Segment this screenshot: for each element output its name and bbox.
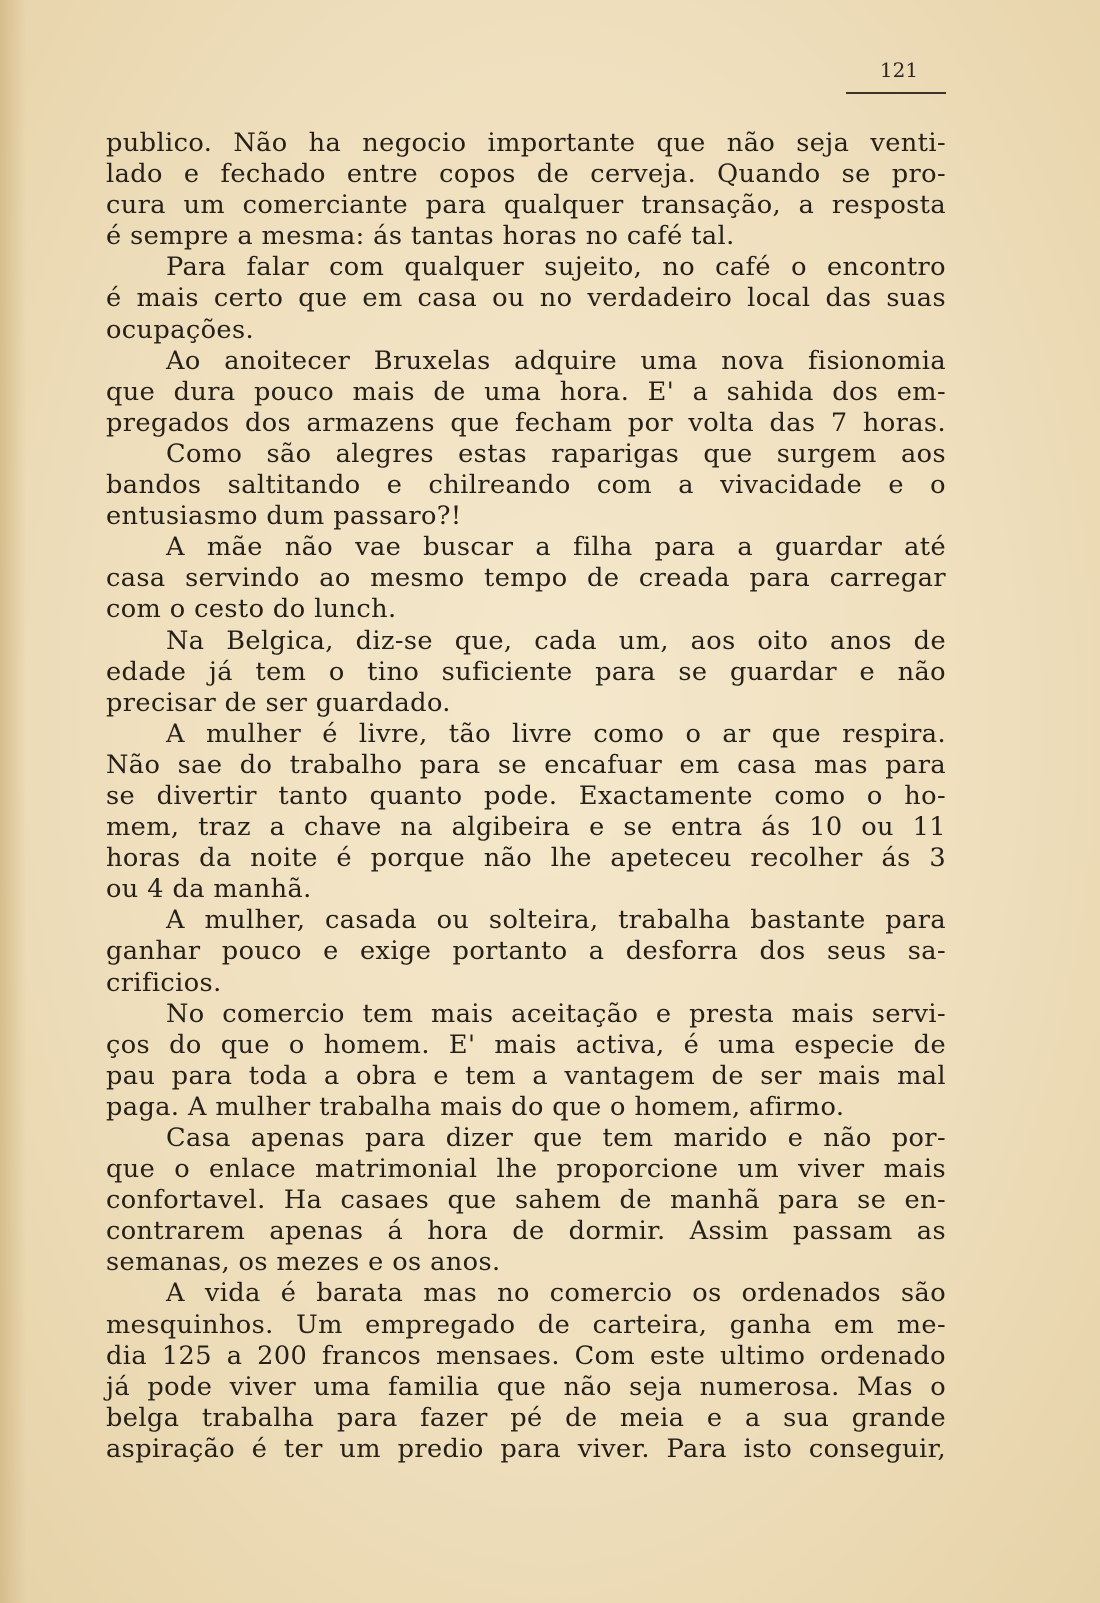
text-line: A mulher, casada ou solteira, trabalha bastante para [166,905,946,936]
text-line: bandos saltitando e chilreando com a vivacidade e o [106,470,946,501]
text-line: A mãe não vae buscar a filha para a guardar até [166,532,946,563]
text-line: dia 125 a 200 francos mensaes. Com este ultimo ordenado [106,1340,946,1371]
text-line: crificios. [106,967,222,998]
text-line: aspiração é ter um predio para viver. Para isto conseguir, [106,1433,946,1464]
text-line: se divertir tanto quanto pode. Exactamente como o ho- [106,780,946,811]
text-line: edade já tem o tino suficiente para se guardar e não [106,656,946,687]
text-line: que o enlace matrimonial lhe proporcione um viver mais [106,1154,946,1185]
text-line: contrarem apenas á hora de dormir. Assim passam as [106,1216,946,1247]
text-line: ocupações. [106,314,255,345]
text-line: confortavel. Ha casaes que sahem de manhã para se en- [106,1185,946,1216]
text-line: Como são alegres estas raparigas que surgem aos [166,438,946,469]
page-number: 121 [879,58,919,82]
text-line: ou 4 da manhã. [106,874,312,905]
text-line: Na Belgica, diz-se que, cada um, aos oito anos de [166,625,946,656]
text-line: entusiasmo dum passaro?! [106,501,462,532]
text-line: ganhar pouco e exige portanto a desforra dos seus sa- [106,936,946,967]
text-line: paga. A mulher trabalha mais do que o homem, afirmo. [106,1091,845,1122]
text-line: com o cesto do lunch. [106,594,397,625]
text-line: Casa apenas para dizer que tem marido e não por- [166,1123,946,1153]
text-line: mesquinhos. Um empregado de carteira, ganha em me- [106,1309,946,1340]
text-line: horas da noite é porque não lhe apeteceu recolher ás 3 [106,843,946,874]
text-line: No comercio tem mais aceitação e presta mais servi- [166,998,946,1029]
text-line: A mulher é livre, tão livre como o ar que respira. [166,718,946,749]
text-line: que dura pouco mais de uma hora. E' a sahida dos em- [106,376,946,407]
text-line: publico. Não ha negocio importante que não seja venti- [106,128,946,158]
text-line: pau para toda a obra e tem a vantagem de ser mais mal [106,1060,946,1091]
text-line: semanas, os mezes e os anos. [106,1247,501,1278]
text-line: cura um comerciante para qualquer transação, a resposta [106,190,946,221]
text-line: Ao anoitecer Bruxelas adquire uma nova fisionomia [166,345,946,376]
text-line: Para falar com qualquer sujeito, no café o encontro [166,252,946,283]
text-line: já pode viver uma familia que não seja numerosa. Mas o [106,1371,946,1402]
text-line: mem, traz a chave na algibeira e se entra ás 10 ou 11 [106,812,946,843]
page-number-rule [846,92,946,94]
text-line: lado e fechado entre copos de cerveja. Quando se pro- [106,159,946,190]
body-text [106,128,946,1465]
text-line: ços do que o homem. E' mais activa, é uma especie de [106,1029,946,1060]
text-line: é sempre a mesma: ás tantas horas no café tal. [106,221,735,252]
text-line: casa servindo ao mesmo tempo de creada para carregar [106,563,946,594]
text-line: é mais certo que em casa ou no verdadeiro local das suas [106,283,946,314]
text-line: A vida é barata mas no comercio os ordenados são [166,1278,946,1309]
text-line: pregados dos armazens que fecham por volta das 7 horas. [106,407,946,438]
text-line: belga trabalha para fazer pé de meia e a sua grande [106,1402,946,1433]
text-line: Não sae do trabalho para se encafuar em casa mas para [106,749,946,780]
text-line: precisar de ser guardado. [106,687,451,718]
